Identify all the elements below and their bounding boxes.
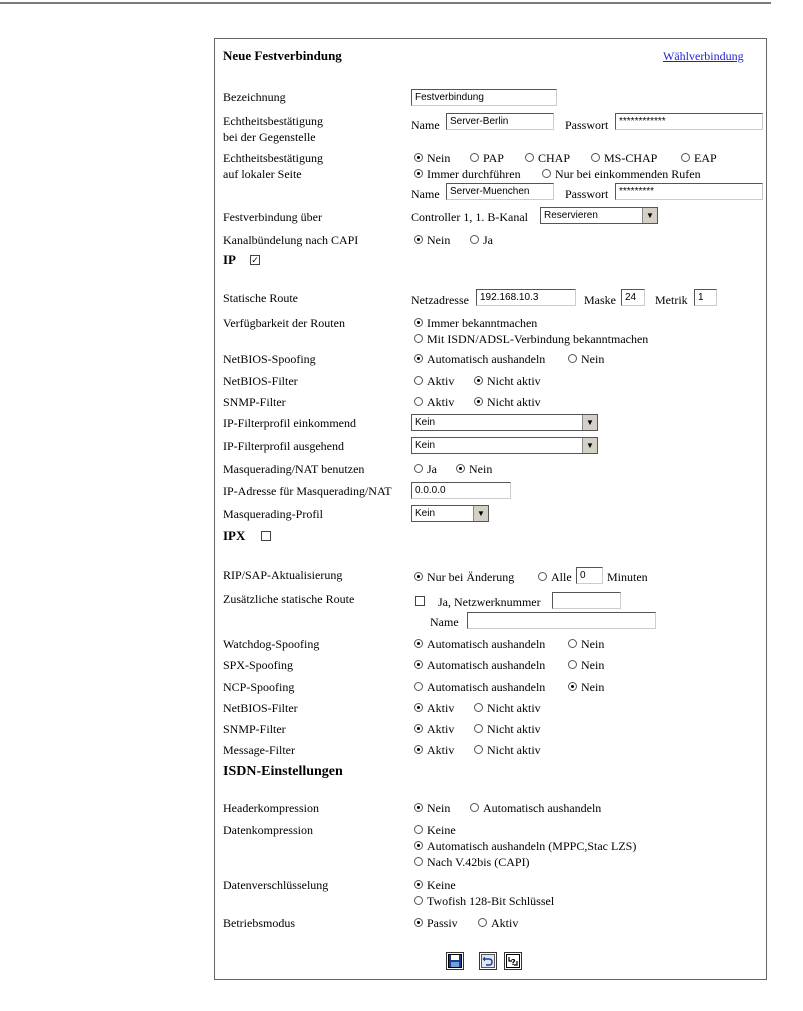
auth-local-nein-label: Nein bbox=[427, 151, 451, 165]
ip-out-label: IP-Filterprofil ausgehend bbox=[223, 439, 344, 453]
rip-aenderung-label: Nur bei Änderung bbox=[427, 570, 515, 584]
festverbindung-text: Controller 1, 1. B-Kanal bbox=[411, 210, 528, 224]
datenkomp-auto-label: Automatisch aushandeln (MPPC,Stac LZS) bbox=[427, 839, 637, 853]
kanal-nein-label: Nein bbox=[427, 233, 451, 247]
auth-local-einkommend-radio[interactable] bbox=[542, 169, 551, 178]
message-nicht-label: Nicht aktiv bbox=[487, 743, 541, 757]
auth-local-nein-radio[interactable] bbox=[414, 153, 423, 162]
ip-in-select[interactable] bbox=[411, 414, 598, 431]
header-nein-radio[interactable] bbox=[414, 803, 423, 812]
rip-unit-label: Minuten bbox=[607, 570, 648, 584]
watchdog-label: Watchdog-Spoofing bbox=[223, 637, 320, 651]
auth-local-immer-label: Immer durchführen bbox=[427, 167, 521, 181]
zusatz-net-input[interactable] bbox=[552, 592, 621, 609]
ipx-netbios-label: NetBIOS-Filter bbox=[223, 701, 298, 715]
datenversch-keine-radio[interactable] bbox=[414, 880, 423, 889]
rip-alle-label: Alle bbox=[551, 570, 572, 584]
watchdog-nein-radio[interactable] bbox=[568, 639, 577, 648]
form-panel bbox=[214, 38, 767, 980]
spx-auto-radio[interactable] bbox=[414, 660, 423, 669]
snmp-filter-aktiv-label: Aktiv bbox=[427, 395, 455, 409]
maske-label: Maske bbox=[584, 293, 616, 307]
ipx-snmp-aktiv-radio[interactable] bbox=[414, 724, 423, 733]
zusatz-chk-label: Ja, Netzwerknummer bbox=[438, 595, 541, 609]
spx-label: SPX-Spoofing bbox=[223, 658, 294, 672]
netbios-spoof-auto-label: Automatisch aushandeln bbox=[427, 352, 546, 366]
auth-local-name-label: Name bbox=[411, 187, 440, 201]
masq-profile-label: Masquerading-Profil bbox=[223, 507, 323, 521]
maske-input[interactable]: 24 bbox=[621, 289, 645, 306]
header-auto-label: Automatisch aushandeln bbox=[483, 801, 602, 815]
masq-profile-select-value: Kein bbox=[415, 508, 436, 519]
snmp-filter-nicht-radio[interactable] bbox=[474, 397, 483, 406]
netbios-spoof-label: NetBIOS-Spoofing bbox=[223, 352, 316, 366]
verfueg-immer-label: Immer bekanntmachen bbox=[427, 316, 538, 330]
datenversch-label: Datenverschlüsselung bbox=[223, 878, 329, 892]
ipx-netbios-nicht-label: Nicht aktiv bbox=[487, 701, 541, 715]
masq-ip-input[interactable]: 0.0.0.0 bbox=[411, 482, 511, 499]
datenkomp-label: Datenkompression bbox=[223, 823, 313, 837]
header-nein-label: Nein bbox=[427, 801, 451, 815]
save-icon bbox=[448, 954, 462, 968]
rip-minutes-input[interactable]: 0 bbox=[576, 567, 603, 584]
auth-local-pap-label: PAP bbox=[483, 151, 504, 165]
ncp-nein-label: Nein bbox=[581, 680, 605, 694]
message-nicht-radio[interactable] bbox=[474, 745, 483, 754]
isdn-section-title: ISDN-Einstellungen bbox=[223, 764, 343, 779]
auth-remote-name-input[interactable]: Server-Berlin bbox=[446, 113, 554, 130]
message-filter-label: Message-Filter bbox=[223, 743, 295, 757]
metrik-input[interactable]: 1 bbox=[694, 289, 717, 306]
netbios-spoof-nein-radio[interactable] bbox=[568, 354, 577, 363]
zusatz-name-input[interactable] bbox=[467, 612, 656, 629]
datenkomp-v42-radio[interactable] bbox=[414, 857, 423, 866]
kanal-label: Kanalbündelung nach CAPI bbox=[223, 233, 359, 247]
datenkomp-keine-label: Keine bbox=[427, 823, 456, 837]
auth-remote-name-label: Name bbox=[411, 118, 440, 132]
statische-route-label: Statische Route bbox=[223, 291, 298, 305]
masq-label: Masquerading/NAT benutzen bbox=[223, 462, 365, 476]
auth-local-mschap-label: MS-CHAP bbox=[604, 151, 658, 165]
festverbindung-select-value: Reservieren bbox=[544, 210, 598, 221]
snmp-filter-label: SNMP-Filter bbox=[223, 395, 286, 409]
auth-local-pap-radio[interactable] bbox=[470, 153, 479, 162]
masq-ip-label: IP-Adresse für Masquerading/NAT bbox=[223, 484, 392, 498]
spx-nein-radio[interactable] bbox=[568, 660, 577, 669]
masq-ja-label: Ja bbox=[427, 462, 437, 476]
betrieb-label: Betriebsmodus bbox=[223, 916, 295, 930]
auth-remote-label: Echtheitsbestätigung bbox=[223, 114, 323, 128]
festverbindung-label: Festverbindung über bbox=[223, 210, 322, 224]
kanal-ja-radio[interactable] bbox=[470, 235, 479, 244]
kanal-nein-radio[interactable] bbox=[414, 235, 423, 244]
ncp-auto-label: Automatisch aushandeln bbox=[427, 680, 546, 694]
masq-nein-radio[interactable] bbox=[456, 464, 465, 473]
netzadresse-label: Netzadresse bbox=[411, 293, 469, 307]
ipx-section-title: IPX bbox=[223, 528, 246, 543]
rip-aenderung-radio[interactable] bbox=[414, 572, 423, 581]
ipx-netbios-aktiv-label: Aktiv bbox=[427, 701, 455, 715]
bezeichnung-input[interactable]: Festverbindung bbox=[411, 89, 557, 106]
help-button[interactable] bbox=[504, 952, 522, 970]
masq-ja-radio[interactable] bbox=[414, 464, 423, 473]
auth-local-eap-label: EAP bbox=[694, 151, 717, 165]
snmp-filter-nicht-label: Nicht aktiv bbox=[487, 395, 541, 409]
rip-alle-radio[interactable] bbox=[538, 572, 547, 581]
netbios-filter-label: NetBIOS-Filter bbox=[223, 374, 298, 388]
watchdog-auto-label: Automatisch aushandeln bbox=[427, 637, 546, 651]
top-divider bbox=[0, 2, 771, 4]
ipx-netbios-nicht-radio[interactable] bbox=[474, 703, 483, 712]
auth-local-einkommend-label: Nur bei einkommenden Rufen bbox=[555, 167, 701, 181]
auth-local-label: Echtheitsbestätigung bbox=[223, 151, 323, 165]
ncp-nein-radio[interactable] bbox=[568, 682, 577, 691]
netbios-spoof-auto-radio[interactable] bbox=[414, 354, 423, 363]
betrieb-aktiv-label: Aktiv bbox=[491, 916, 519, 930]
verfueg-label: Verfügbarkeit der Routen bbox=[223, 316, 345, 330]
chevron-down-icon: ▼ bbox=[582, 438, 597, 453]
datenkomp-auto-radio[interactable] bbox=[414, 841, 423, 850]
ipx-snmp-nicht-label: Nicht aktiv bbox=[487, 722, 541, 736]
chevron-down-icon: ▼ bbox=[642, 208, 657, 223]
datenkomp-keine-radio[interactable] bbox=[414, 825, 423, 834]
ipx-checkbox[interactable] bbox=[261, 531, 271, 541]
ipx-netbios-aktiv-radio[interactable] bbox=[414, 703, 423, 712]
auth-local-mschap-radio[interactable] bbox=[591, 153, 600, 162]
undo-icon bbox=[481, 954, 495, 968]
waehlverbindung-link[interactable]: Wählverbindung bbox=[663, 49, 744, 63]
auth-local-eap-radio[interactable] bbox=[681, 153, 690, 162]
svg-text:?: ? bbox=[511, 958, 516, 967]
datenkomp-v42-label: Nach V.42bis (CAPI) bbox=[427, 855, 530, 869]
ip-out-select[interactable] bbox=[411, 437, 598, 454]
watchdog-auto-radio[interactable] bbox=[414, 639, 423, 648]
auth-local-immer-radio[interactable] bbox=[414, 169, 423, 178]
ipx-snmp-aktiv-label: Aktiv bbox=[427, 722, 455, 736]
auth-local-chap-label: CHAP bbox=[538, 151, 571, 165]
verfueg-immer-radio[interactable] bbox=[414, 318, 423, 327]
verfueg-mit-radio[interactable] bbox=[414, 334, 423, 343]
betrieb-passiv-radio[interactable] bbox=[414, 918, 423, 927]
spx-nein-label: Nein bbox=[581, 658, 605, 672]
ip-section-title: IP bbox=[223, 252, 236, 267]
auth-remote-password-input[interactable]: ************ bbox=[615, 113, 763, 130]
auth-remote-pw-label: Passwort bbox=[565, 118, 609, 132]
spx-auto-label: Automatisch aushandeln bbox=[427, 658, 546, 672]
ip-out-select-value: Kein bbox=[415, 440, 436, 451]
header-auto-radio[interactable] bbox=[470, 803, 479, 812]
header-label: Headerkompression bbox=[223, 801, 319, 815]
chevron-down-icon: ▼ bbox=[473, 506, 488, 521]
message-aktiv-radio[interactable] bbox=[414, 745, 423, 754]
festverbindung-select[interactable] bbox=[540, 207, 658, 224]
datenversch-keine-label: Keine bbox=[427, 878, 456, 892]
netzadresse-input[interactable]: 192.168.10.3 bbox=[476, 289, 576, 306]
ncp-auto-radio[interactable] bbox=[414, 682, 423, 691]
ip-in-label: IP-Filterprofil einkommend bbox=[223, 416, 356, 430]
auth-remote-label-2: bei der Gegenstelle bbox=[223, 130, 316, 144]
betrieb-passiv-label: Passiv bbox=[427, 916, 458, 930]
auth-local-pw-label: Passwort bbox=[565, 187, 609, 201]
netbios-filter-aktiv-radio[interactable] bbox=[414, 376, 423, 385]
metrik-label: Metrik bbox=[655, 293, 688, 307]
ip-checkbox[interactable]: ✓ bbox=[251, 255, 259, 265]
undo-button[interactable] bbox=[479, 952, 497, 970]
snmp-filter-aktiv-radio[interactable] bbox=[414, 397, 423, 406]
page-title: Neue Festverbindung bbox=[223, 48, 342, 63]
message-aktiv-label: Aktiv bbox=[427, 743, 455, 757]
zusatz-name-label: Name bbox=[430, 615, 459, 629]
datenversch-twofish-radio[interactable] bbox=[414, 896, 423, 905]
netbios-spoof-nein-label: Nein bbox=[581, 352, 605, 366]
masq-nein-label: Nein bbox=[469, 462, 493, 476]
ipx-snmp-label: SNMP-Filter bbox=[223, 722, 286, 736]
ipx-snmp-nicht-radio[interactable] bbox=[474, 724, 483, 733]
auth-local-name-input[interactable]: Server-Muenchen bbox=[446, 183, 554, 200]
auth-local-chap-radio[interactable] bbox=[525, 153, 534, 162]
rip-label: RIP/SAP-Aktualisierung bbox=[223, 568, 343, 582]
auth-local-label-2: auf lokaler Seite bbox=[223, 167, 302, 181]
auth-local-password-input[interactable]: ********* bbox=[615, 183, 763, 200]
zusatz-label: Zusätzliche statische Route bbox=[223, 592, 355, 606]
betrieb-aktiv-radio[interactable] bbox=[478, 918, 487, 927]
netbios-filter-nicht-radio[interactable] bbox=[474, 376, 483, 385]
ncp-label: NCP-Spoofing bbox=[223, 680, 295, 694]
save-button[interactable] bbox=[446, 952, 464, 970]
bezeichnung-label: Bezeichnung bbox=[223, 90, 286, 104]
help-icon bbox=[506, 954, 520, 968]
verfueg-mit-label: Mit ISDN/ADSL-Verbindung bekanntmachen bbox=[427, 332, 649, 346]
netbios-filter-aktiv-label: Aktiv bbox=[427, 374, 455, 388]
netbios-filter-nicht-label: Nicht aktiv bbox=[487, 374, 541, 388]
kanal-ja-label: Ja bbox=[483, 233, 493, 247]
zusatz-checkbox[interactable] bbox=[415, 596, 425, 606]
ip-in-select-value: Kein bbox=[415, 417, 436, 428]
watchdog-nein-label: Nein bbox=[581, 637, 605, 651]
datenversch-twofish-label: Twofish 128-Bit Schlüssel bbox=[427, 894, 555, 908]
masq-profile-select[interactable] bbox=[411, 505, 489, 522]
chevron-down-icon: ▼ bbox=[582, 415, 597, 430]
